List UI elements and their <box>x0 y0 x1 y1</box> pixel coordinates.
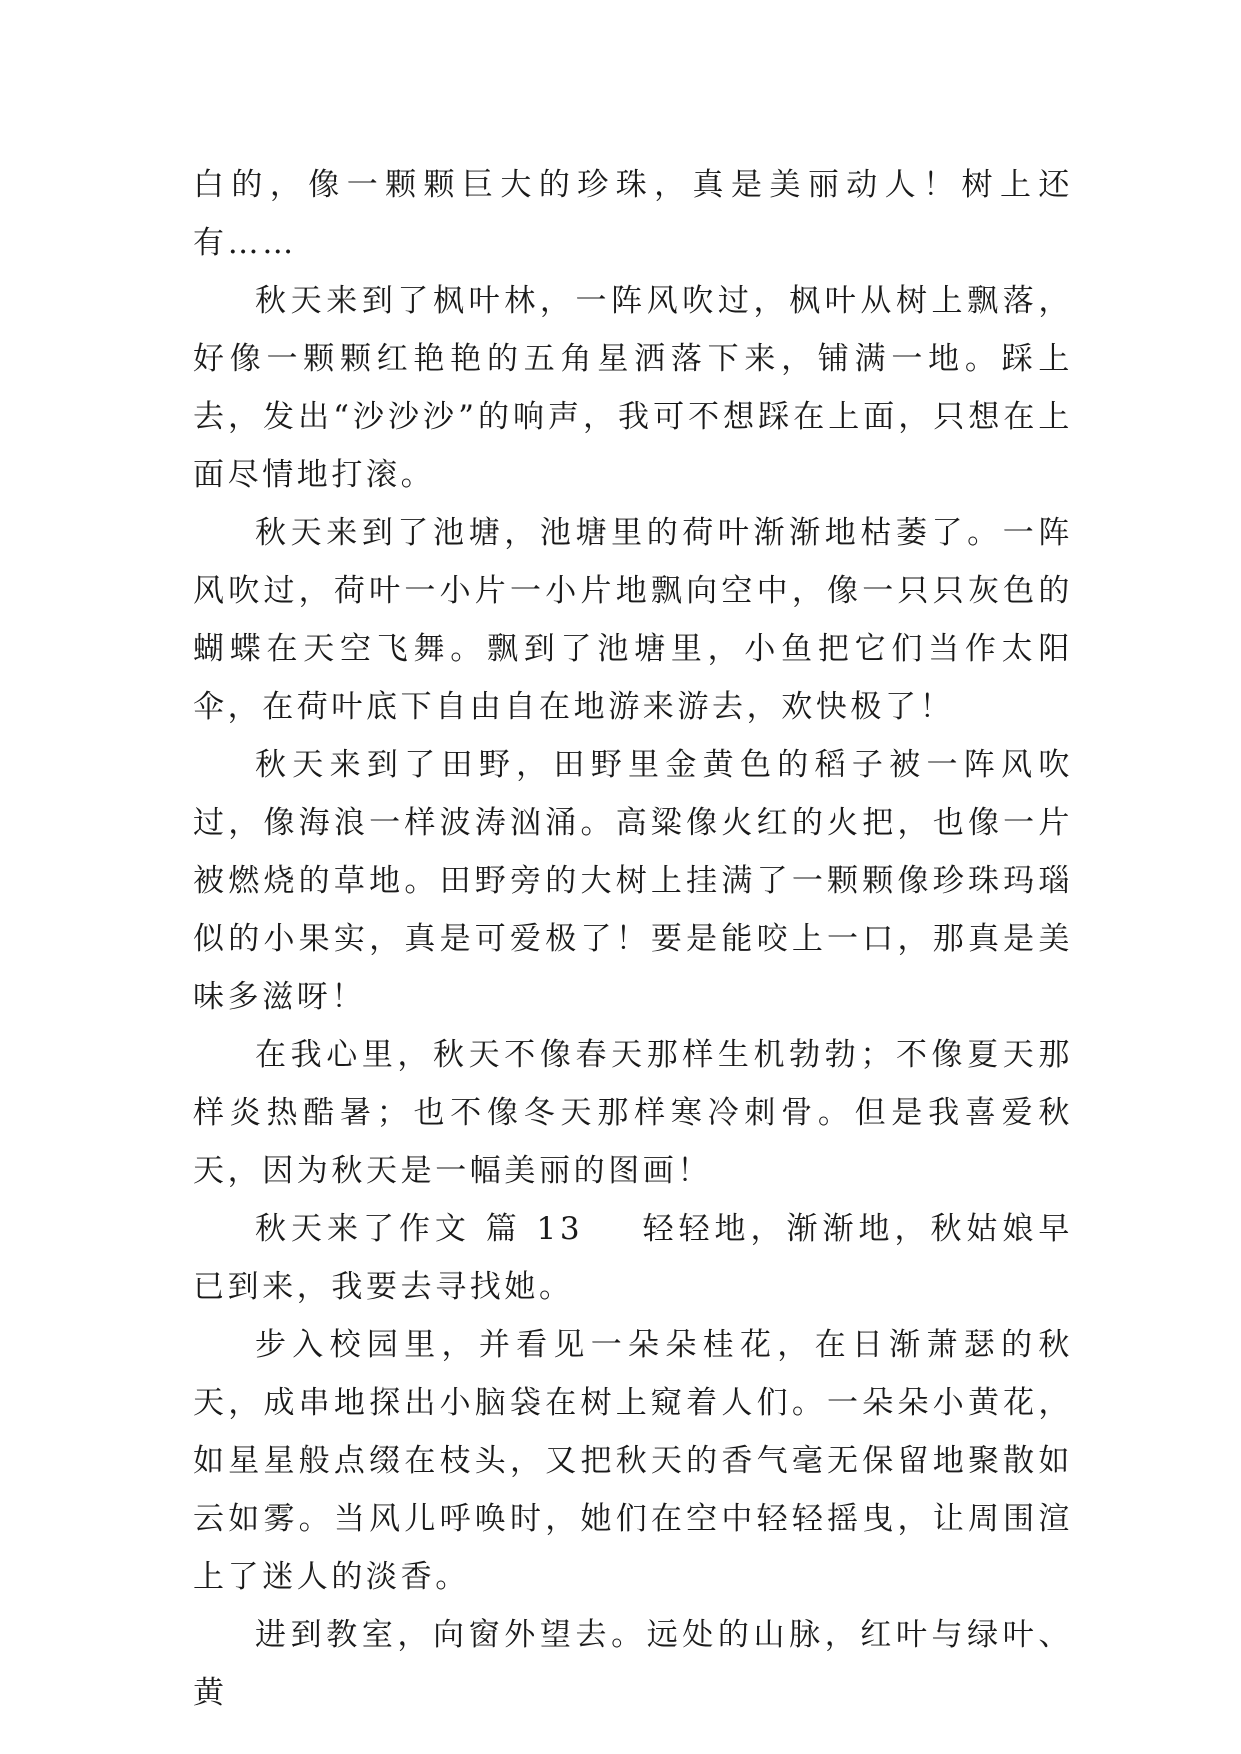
section-first-text: 轻轻地，渐渐地，秋姑娘早已到来，我要去寻找她。 <box>193 1211 1073 1305</box>
paragraph-field: 秋天来到了田野，田野里金黄色的稻子被一阵风吹过，像海浪一样波涛汹涌。高粱像火红的火把，也像一片被燃烧的草地。田野旁的大树上挂满了一颗颗像珍珠玛瑙似的小果实，真是可爱极了！要是能咬上一口，那真是美味多滋呀！ <box>193 747 1073 1015</box>
paragraph-maple-forest: 秋天来到了枫叶林，一阵风吹过，枫叶从树上飘落，好像一颗颗红艳艳的五角星洒落下来，铺满一地。踩上去，发出“沙沙沙”的响声，我可不想踩在上面，只想在上面尽情地打滚。 <box>193 283 1073 493</box>
paragraph-pond: 秋天来到了池塘，池塘里的荷叶渐渐地枯萎了。一阵风吹过，荷叶一小片一小片地飘向空中，像一只只灰色的蝴蝶在天空飞舞。飘到了池塘里，小鱼把它们当作太阳伞，在荷叶底下自由自在地游来游去，欢快极了！ <box>193 515 1073 725</box>
paragraph-continuation: 白的，像一颗颗巨大的珍珠，真是美丽动人！树上还有…… <box>193 167 1073 261</box>
section-title: 秋天来了作文 篇 13 <box>255 1211 584 1247</box>
paragraph-conclusion: 在我心里，秋天不像春天那样生机勃勃；不像夏天那样炎热酷暑；也不像冬天那样寒冷刺骨。但是我喜爱秋天，因为秋天是一幅美丽的图画！ <box>193 1037 1073 1189</box>
document-body <box>193 156 1073 1722</box>
section-heading-paragraph <box>193 1200 1073 1316</box>
paragraph-osmanthus: 步入校园里，并看见一朵朵桂花，在日渐萧瑟的秋天，成串地探出小脑袋在树上窥着人们。一朵朵小黄花，如星星般点缀在枝头，又把秋天的香气毫无保留地聚散如云如雾。当风儿呼唤时，她们在空中轻轻摇曳，让周围渲上了迷人的淡香。 <box>193 1327 1073 1595</box>
paragraph-classroom: 进到教室，向窗外望去。远处的山脉，红叶与绿叶、黄 <box>193 1617 1073 1711</box>
